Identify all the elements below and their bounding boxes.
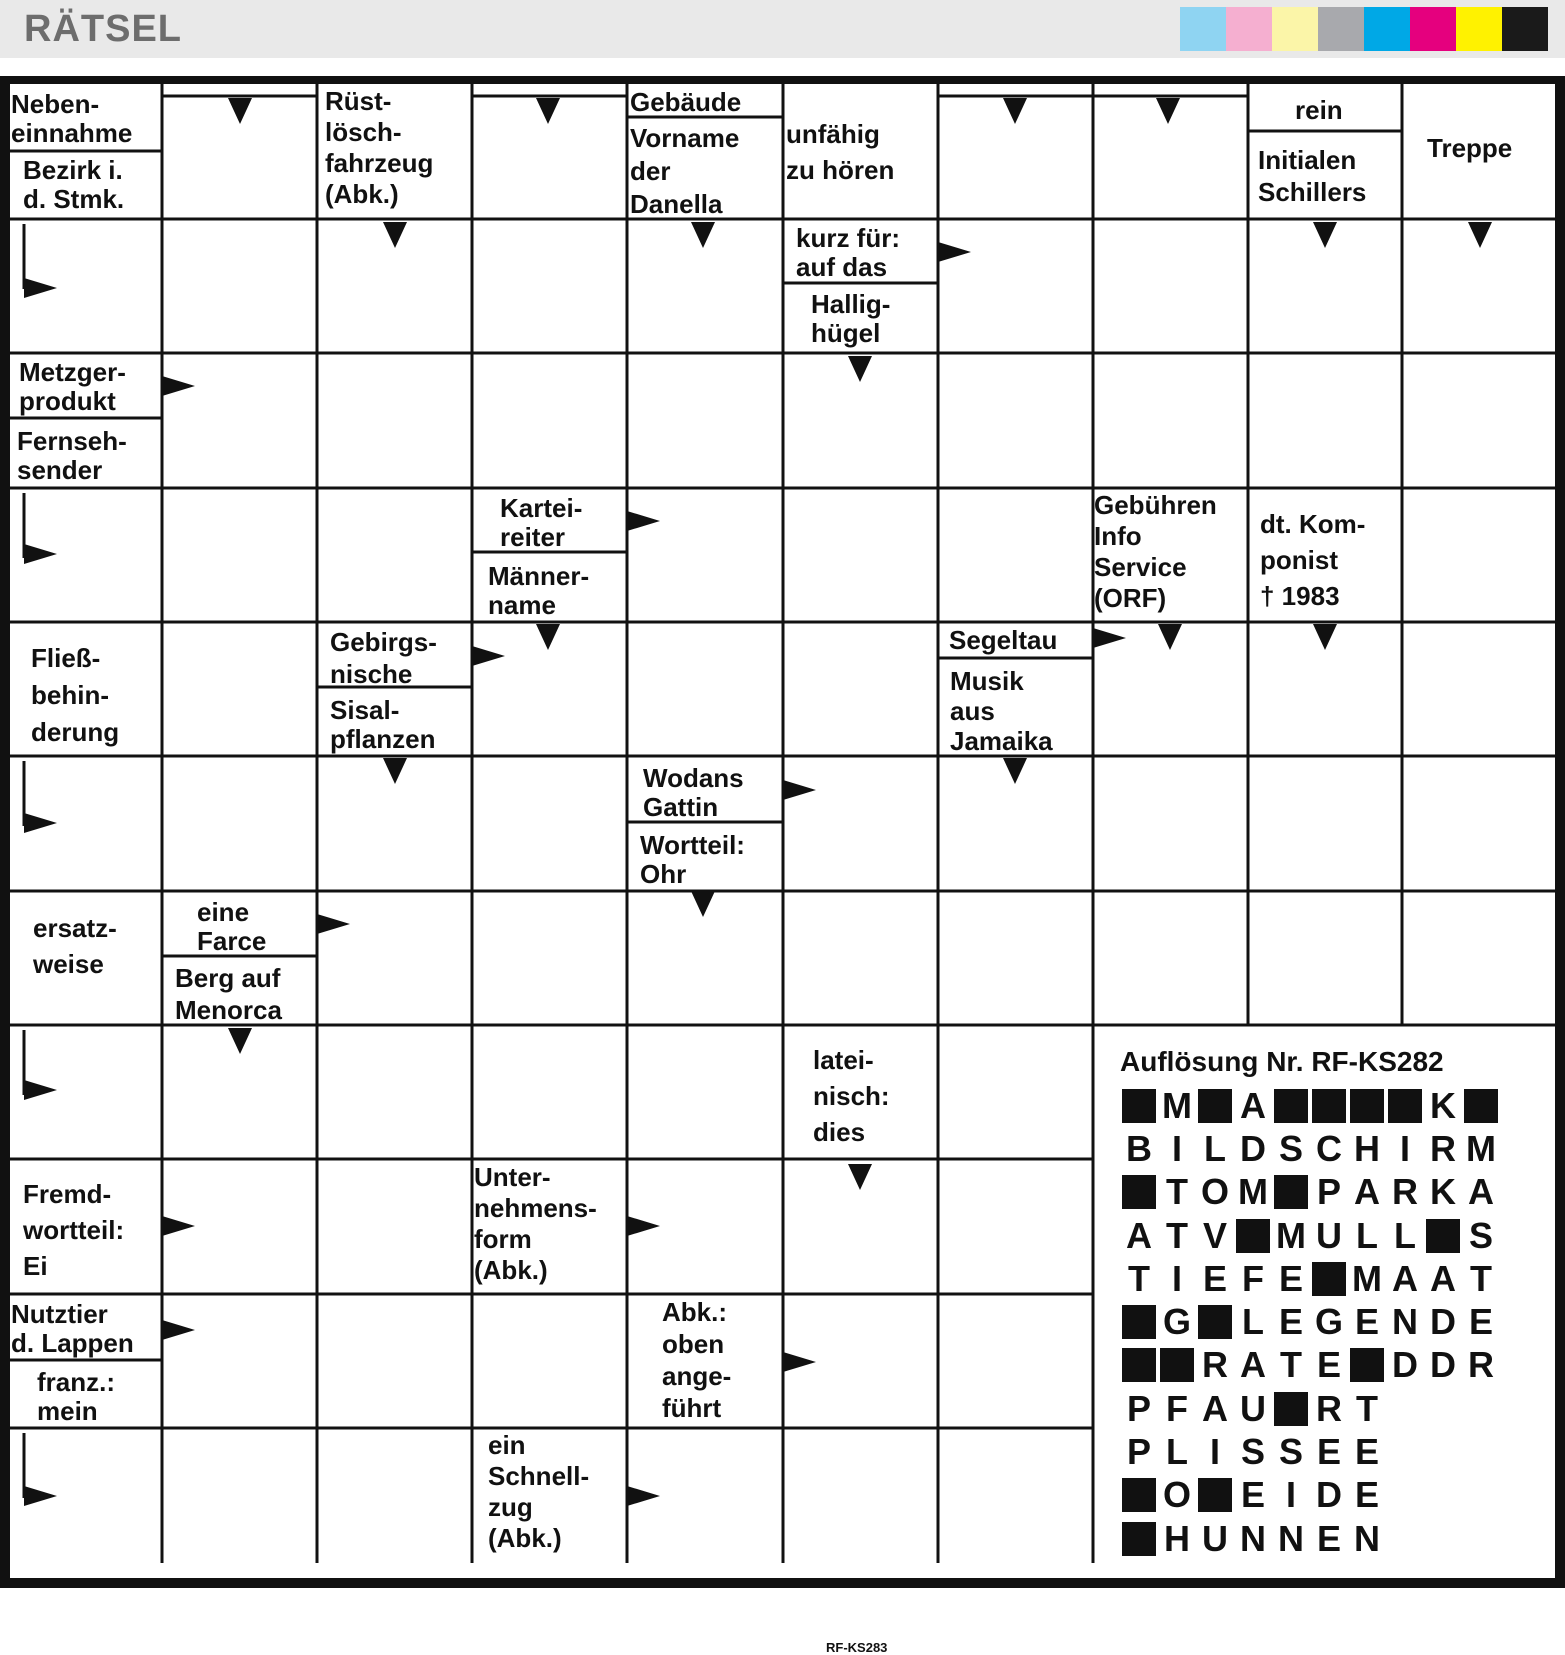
solution-letter: O	[1162, 1474, 1191, 1516]
solution-letter: L	[1356, 1214, 1378, 1256]
clue-ruest: Rüst- lösch- fahrzeug (Abk.)	[325, 86, 434, 209]
solution-letter: M	[1162, 1084, 1192, 1126]
clue-wortteil: Wortteil: Ohr	[640, 830, 745, 889]
solution-letter: F	[1166, 1387, 1188, 1429]
solution-letter: A	[1240, 1084, 1266, 1126]
solution-letter: K	[1430, 1084, 1456, 1126]
clue-arrow	[1158, 624, 1182, 650]
solution-grid	[1120, 1084, 1540, 1560]
solution-letter: V	[1202, 1214, 1227, 1256]
solution-row	[1120, 1517, 1540, 1560]
solution-black-cell	[1464, 1089, 1498, 1123]
solution-row	[1120, 1127, 1540, 1170]
solution-black-cell	[1274, 1392, 1308, 1426]
clue-rein: rein	[1295, 95, 1343, 125]
solution-letter: T	[1356, 1387, 1378, 1429]
solution-letter: E	[1354, 1474, 1379, 1516]
solution-letter: E	[1468, 1301, 1493, 1343]
color-swatch	[1364, 7, 1410, 51]
solution-letter: E	[1354, 1431, 1379, 1473]
clue-arrow	[1156, 98, 1180, 124]
clue-arrow	[691, 891, 715, 917]
solution-letter: N	[1354, 1517, 1380, 1559]
solution-letter: T	[1470, 1257, 1492, 1299]
solution-letter: D	[1430, 1301, 1456, 1343]
color-swatch	[1410, 7, 1456, 51]
solution-letter: E	[1316, 1517, 1341, 1559]
clue-arrow	[24, 1080, 57, 1100]
solution-black-cell	[1312, 1262, 1346, 1296]
solution-title: Auflösung Nr. RF-KS282	[1120, 1046, 1444, 1077]
clue-berg: Berg auf Menorca	[175, 963, 282, 1025]
clue-franz: franz.: mein	[37, 1367, 115, 1426]
solution-letter: S	[1240, 1431, 1265, 1473]
solution-letter: I	[1171, 1257, 1182, 1299]
clue-musik: Musik aus Jamaika	[950, 666, 1053, 756]
solution-letter: N	[1278, 1517, 1304, 1559]
clue-vorname: Vorname der Danella	[630, 123, 740, 219]
solution-letter: U	[1202, 1517, 1228, 1559]
color-swatch	[1272, 7, 1318, 51]
solution-letter: C	[1316, 1127, 1342, 1169]
solution-letter: E	[1278, 1301, 1303, 1343]
solution-row	[1120, 1171, 1540, 1214]
solution-letter: E	[1240, 1474, 1265, 1516]
solution-letter: K	[1430, 1171, 1456, 1213]
solution-black-cell	[1236, 1219, 1270, 1253]
solution-letter: L	[1394, 1214, 1416, 1256]
solution-row	[1120, 1344, 1540, 1387]
clue-treppe: Treppe	[1427, 133, 1513, 163]
solution-letter: E	[1278, 1257, 1303, 1299]
clue-schnellzug: ein Schnell- zug (Abk.)	[488, 1430, 590, 1553]
solution-black-cell	[1122, 1089, 1156, 1123]
solution-row	[1120, 1430, 1540, 1473]
clue-arrow	[536, 98, 560, 124]
solution-letter: P	[1316, 1171, 1341, 1213]
solution-row	[1120, 1257, 1540, 1300]
clue-arrow	[1468, 222, 1492, 248]
solution-black-cell	[1426, 1219, 1460, 1253]
solution-black-cell	[1350, 1348, 1384, 1382]
clue-arrow	[317, 914, 350, 934]
solution-row	[1120, 1300, 1540, 1343]
solution-letter: D	[1392, 1344, 1418, 1386]
clue-arrow	[783, 1352, 816, 1372]
clue-initialen: Initialen Schillers	[1258, 145, 1367, 207]
clue-unfaehig: unfähig zu hören	[786, 119, 895, 185]
clue-arrow	[1003, 98, 1027, 124]
clue-segeltau: Segeltau	[949, 625, 1058, 655]
color-swatch	[1226, 7, 1272, 51]
clue-arrow	[24, 544, 57, 564]
solution-row	[1120, 1387, 1540, 1430]
clue-kurz: kurz für: auf das	[796, 223, 900, 282]
clue-latein: latei- nisch: dies	[813, 1045, 890, 1147]
solution-row	[1120, 1214, 1540, 1257]
solution-letter: A	[1354, 1171, 1380, 1213]
solution-letter: H	[1354, 1127, 1380, 1169]
solution-black-cell	[1122, 1522, 1156, 1556]
clue-sisal: Sisal- pflanzen	[330, 695, 436, 754]
solution-letter: P	[1126, 1387, 1151, 1429]
solution-letter: B	[1126, 1127, 1152, 1169]
solution-letter: P	[1126, 1431, 1151, 1473]
solution-letter: R	[1202, 1344, 1228, 1386]
solution-letter: S	[1468, 1214, 1493, 1256]
clue-metzger: Metzger- produkt	[19, 357, 126, 416]
clue-arrow	[228, 1028, 252, 1054]
clue-arrow	[24, 1486, 57, 1506]
solution-letter: E	[1354, 1301, 1379, 1343]
solution-letter: S	[1278, 1431, 1303, 1473]
solution-letter: T	[1166, 1171, 1188, 1213]
solution-letter: A	[1202, 1387, 1228, 1429]
solution-letter: A	[1430, 1257, 1456, 1299]
solution-letter: M	[1276, 1214, 1306, 1256]
clue-gebuehren: Gebühren Info Service (ORF)	[1094, 490, 1217, 613]
clue-arrow	[162, 1216, 195, 1236]
solution-black-cell	[1350, 1089, 1384, 1123]
solution-letter: I	[1171, 1127, 1182, 1169]
solution-letter: O	[1200, 1171, 1229, 1213]
clue-arrow	[938, 242, 971, 262]
clue-arrow	[1313, 222, 1337, 248]
solution-letter: E	[1316, 1344, 1341, 1386]
clue-arrow	[383, 758, 407, 784]
clue-farce: eine Farce	[197, 897, 267, 956]
solution-letter: R	[1430, 1127, 1456, 1169]
solution-letter: I	[1285, 1474, 1296, 1516]
clue-fliess: Fließ- behin- derung	[31, 643, 120, 747]
clue-arrow	[848, 356, 872, 382]
clue-nutztier: Nutztier d. Lappen	[11, 1299, 134, 1358]
solution-black-cell	[1160, 1348, 1194, 1382]
solution-letter: G	[1314, 1301, 1343, 1343]
solution-black-cell	[1274, 1175, 1308, 1209]
clue-fernseh: Fernseh- sender	[17, 426, 127, 485]
solution-letter: S	[1278, 1127, 1303, 1169]
color-swatch-strip	[1180, 7, 1548, 51]
solution-letter: H	[1164, 1517, 1190, 1559]
solution-panel	[1120, 1045, 1540, 1560]
solution-letter: G	[1162, 1301, 1191, 1343]
clue-unternehmen: Unter- nehmens- form (Abk.)	[474, 1162, 597, 1285]
clue-arrow	[627, 511, 660, 531]
solution-letter: M	[1352, 1257, 1382, 1299]
color-swatch	[1180, 7, 1226, 51]
solution-letter: L	[1166, 1431, 1188, 1473]
solution-letter: M	[1238, 1171, 1268, 1213]
clue-komponist: dt. Kom- ponist † 1983	[1260, 509, 1366, 611]
solution-letter: D	[1240, 1127, 1266, 1169]
clue-arrow	[1003, 758, 1027, 784]
solution-black-cell	[1388, 1089, 1422, 1123]
clue-arrow	[783, 780, 816, 800]
clue-arrow	[228, 98, 252, 124]
solution-letter: I	[1209, 1431, 1220, 1473]
solution-letter: I	[1399, 1127, 1410, 1169]
solution-letter: T	[1166, 1214, 1188, 1256]
clue-arrow	[24, 813, 57, 833]
clue-arrow	[1313, 624, 1337, 650]
clue-arrow	[383, 222, 407, 248]
clue-arrow	[848, 1164, 872, 1190]
solution-letter: F	[1242, 1257, 1264, 1299]
clue-arrow	[472, 646, 505, 666]
solution-letter: T	[1280, 1344, 1302, 1386]
clue-arrow	[162, 376, 195, 396]
solution-letter: N	[1392, 1301, 1418, 1343]
page-title: RÄTSEL	[24, 8, 182, 50]
color-swatch	[1456, 7, 1502, 51]
clue-ersatz: ersatz- weise	[33, 913, 117, 979]
clue-nebeneinnahme: Neben- einnahme	[11, 89, 133, 148]
solution-letter: M	[1466, 1127, 1496, 1169]
clue-arrow	[627, 1216, 660, 1236]
puzzle-reference: RF-KS283	[826, 1640, 888, 1655]
solution-black-cell	[1274, 1089, 1308, 1123]
solution-letter: U	[1316, 1214, 1342, 1256]
solution-letter: D	[1316, 1474, 1342, 1516]
solution-black-cell	[1198, 1305, 1232, 1339]
clue-arrow	[1093, 628, 1126, 648]
clue-wodans: Wodans Gattin	[643, 763, 744, 822]
solution-letter: L	[1204, 1127, 1226, 1169]
solution-letter: N	[1240, 1517, 1266, 1559]
clue-arrow	[162, 1320, 195, 1340]
solution-letter: L	[1242, 1301, 1264, 1343]
solution-letter: A	[1468, 1171, 1494, 1213]
solution-letter: E	[1202, 1257, 1227, 1299]
solution-letter: R	[1392, 1171, 1418, 1213]
clue-gebirgs: Gebirgs- nische	[330, 627, 437, 689]
clue-maenner: Männer- name	[488, 561, 590, 620]
clue-arrow	[627, 1486, 660, 1506]
solution-letter: R	[1316, 1387, 1342, 1429]
solution-letter: U	[1240, 1387, 1266, 1429]
solution-black-cell	[1198, 1478, 1232, 1512]
color-swatch	[1502, 7, 1548, 51]
solution-black-cell	[1122, 1305, 1156, 1339]
clue-bezirk: Bezirk i. d. Stmk.	[23, 155, 125, 214]
clue-gebaeude: Gebäude	[630, 87, 742, 117]
solution-black-cell	[1122, 1478, 1156, 1512]
solution-letter: A	[1392, 1257, 1418, 1299]
solution-row	[1120, 1474, 1540, 1517]
header-bar	[0, 0, 1565, 58]
clue-arrow	[691, 222, 715, 248]
solution-letter: A	[1240, 1344, 1266, 1386]
solution-letter: A	[1126, 1214, 1152, 1256]
color-swatch	[1318, 7, 1364, 51]
solution-letter: T	[1128, 1257, 1150, 1299]
solution-letter: E	[1316, 1431, 1341, 1473]
solution-black-cell	[1122, 1348, 1156, 1382]
clue-kartei: Kartei- reiter	[500, 493, 583, 552]
clue-fremd: Fremd- wortteil: Ei	[23, 1179, 125, 1281]
solution-row	[1120, 1084, 1540, 1127]
clue-hallig: Hallig- hügel	[811, 289, 891, 348]
solution-letter: R	[1468, 1344, 1494, 1386]
clue-arrow	[536, 624, 560, 650]
solution-black-cell	[1198, 1089, 1232, 1123]
clue-abk-oben: Abk.: oben ange- führt	[662, 1297, 732, 1423]
solution-black-cell	[1122, 1175, 1156, 1209]
clue-arrow	[24, 278, 57, 298]
solution-black-cell	[1312, 1089, 1346, 1123]
solution-letter: D	[1430, 1344, 1456, 1386]
